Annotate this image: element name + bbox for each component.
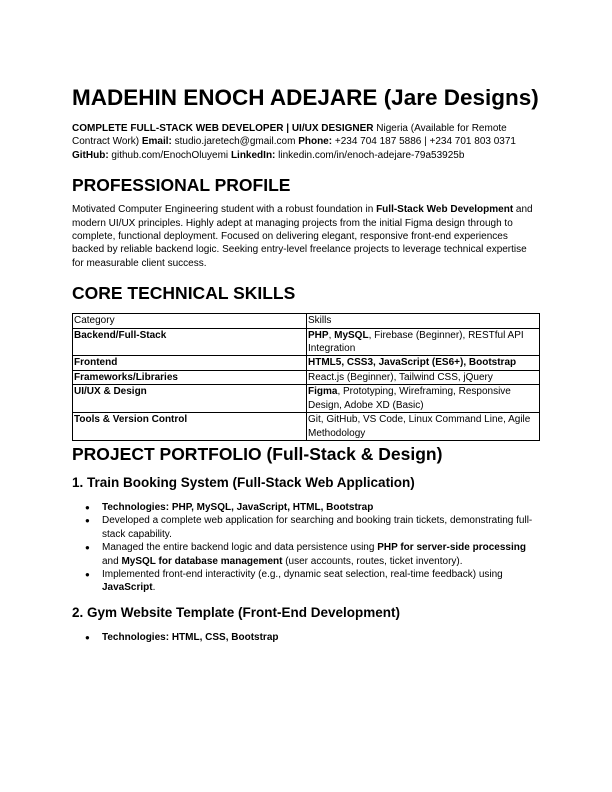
- contact-block: [72, 122, 540, 162]
- category-cell: [73, 356, 307, 370]
- candidate-name: MADEHIN ENOCH ADEJARE (Jare Designs): [72, 85, 539, 110]
- bullet-bold: MySQL for database management: [121, 555, 283, 567]
- table-row: [73, 370, 540, 384]
- bullet-text: and: [102, 555, 122, 567]
- skills-cell: [307, 356, 540, 370]
- category-column-header: Category: [73, 314, 307, 328]
- skill-bold-2: MySQL: [334, 329, 369, 341]
- profile-bold-1: Full-Stack Web Development: [376, 204, 514, 216]
- skill-rest: , Prototyping, Wireframing, Responsive Design, Adobe XD (Basic): [308, 386, 511, 411]
- resume-content: [72, 84, 540, 644]
- skills-table: [72, 313, 540, 441]
- skills-column-header: Skills: [307, 314, 540, 328]
- location: Nigeria (Available for Remote Contract Work): [72, 123, 507, 148]
- linkedin-value: linkedin.com/in/enoch-adejare-79a53925b: [275, 149, 465, 161]
- category-cell: [73, 328, 307, 356]
- list-item: [72, 568, 540, 595]
- skill-bold: HTML5, CSS3, JavaScript (ES6+), Bootstrap: [308, 357, 517, 369]
- project-2-title: 2. Gym Website Template (Front-End Development): [72, 604, 401, 620]
- table-row: [73, 356, 540, 370]
- category-text: Frontend: [74, 357, 118, 369]
- skills-heading: CORE TECHNICAL SKILLS: [72, 283, 296, 304]
- skill-bold: Figma: [308, 386, 338, 398]
- email-label: Email:: [141, 136, 172, 148]
- github-label: GitHub:: [72, 149, 109, 161]
- category-cell: [73, 370, 307, 384]
- bullet-bold: JavaScript: [102, 582, 153, 594]
- bullet-bold: PHP for server-side processing: [377, 542, 526, 554]
- skill-rest: , Firebase (Beginner), RESTful API Integration: [308, 329, 524, 355]
- project-2-tech: Technologies: HTML, CSS, Bootstrap: [102, 631, 279, 643]
- skill-rest: Git, GitHub, VS Code, Linux Command Line, Agile Methodology: [308, 414, 531, 439]
- project-1-bullet-2: Developed a complete web application for searching and booking train tickets, demonstrating full-stack capability.: [102, 515, 533, 540]
- bullet-text: Implemented front-end interactivity (e.g., dynamic seat selection, real-time feedback) using: [102, 568, 503, 580]
- table-row: [73, 328, 540, 356]
- profile-text-2: and modern UI/UX principles. Highly adept at managing projects from the initial Figma design through to complete, functional deployment. Focused on delivering elegant, responsive front-end experiences backed by reliable backend logic. Seeking entry-level freelance projects to leverage technical expertise for measurable client success.: [72, 204, 533, 269]
- table-row: [73, 385, 540, 413]
- skills-cell: [307, 328, 540, 356]
- category-cell: [73, 413, 307, 441]
- portfolio-heading: PROJECT PORTFOLIO (Full-Stack & Design): [72, 443, 443, 464]
- list-item: [72, 514, 540, 541]
- linkedin-label: LinkedIn:: [230, 149, 276, 161]
- skills-cell: [307, 370, 540, 384]
- category-text: UI/UX & Design: [74, 386, 147, 398]
- skill-sep: ,: [328, 329, 335, 341]
- profile-paragraph: [72, 203, 540, 270]
- bullet-text: (user accounts, routes, ticket inventory).: [282, 555, 463, 567]
- project-1-bullets: [72, 501, 540, 595]
- category-cell: [73, 385, 307, 413]
- bullet-text: .: [152, 582, 156, 594]
- bullet-text: Managed the entire backend logic and data persistence using: [102, 542, 378, 554]
- profile-text-1: Motivated Computer Engineering student with a robust foundation in: [72, 204, 377, 216]
- category-text: Tools & Version Control: [74, 414, 188, 426]
- list-item: [72, 501, 540, 514]
- category-text: Backend/Full-Stack: [74, 329, 167, 341]
- skills-cell: [307, 413, 540, 441]
- list-item: [72, 631, 540, 644]
- skills-cell: [307, 385, 540, 413]
- phone-value: +234 704 187 5886 | +234 701 803 0371: [332, 136, 516, 148]
- project-1-title: 1. Train Booking System (Full-Stack Web Application): [72, 474, 415, 490]
- skill-bold: PHP: [308, 329, 329, 341]
- github-value: github.com/EnochOluyemi: [108, 149, 231, 161]
- skills-header-row: [73, 314, 540, 328]
- phone-label: Phone:: [298, 136, 333, 148]
- email-value: studio.jaretech@gmail.com: [171, 136, 299, 148]
- table-row: [73, 413, 540, 441]
- list-item: [72, 541, 540, 568]
- project-1-tech: Technologies: PHP, MySQL, JavaScript, HTML, Bootstrap: [102, 501, 374, 513]
- job-title: COMPLETE FULL-STACK WEB DEVELOPER | UI/UX DESIGNER: [72, 123, 374, 134]
- profile-heading: PROFESSIONAL PROFILE: [72, 175, 291, 196]
- skill-rest: React.js (Beginner), Tailwind CSS, jQuery: [308, 371, 493, 383]
- category-text: Frameworks/Libraries: [74, 371, 178, 383]
- project-2-bullets: [72, 631, 540, 644]
